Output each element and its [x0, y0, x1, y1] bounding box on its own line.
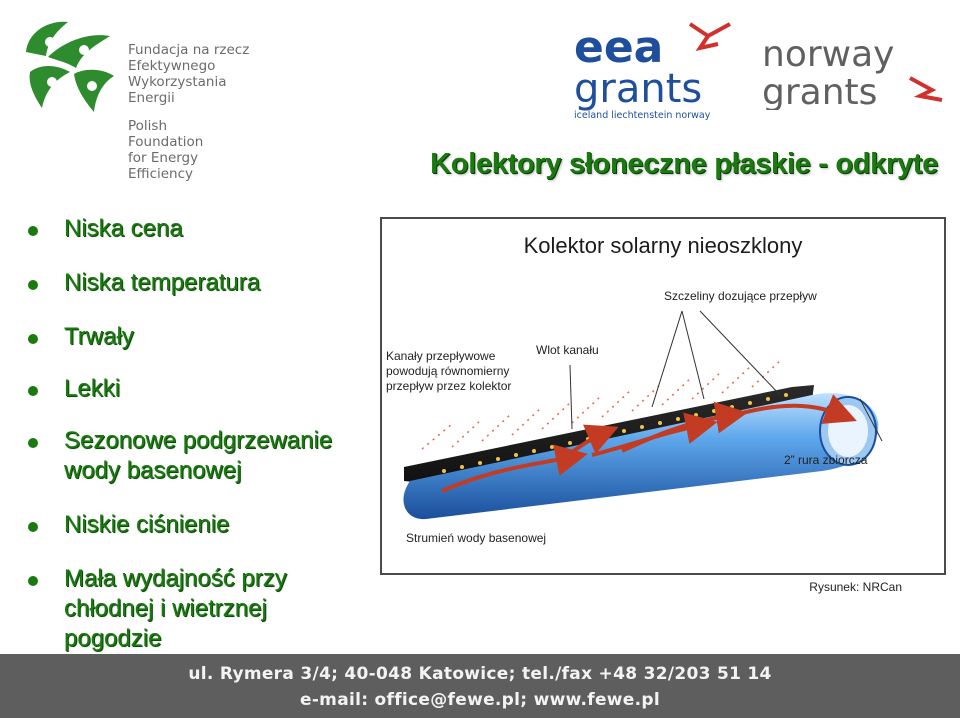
bullet-item: Niska temperatura	[22, 268, 260, 298]
bullet-item: Mała wydajność przy chłodnej i wietrznej pogodzie	[22, 564, 287, 654]
label-stream: Strumień wody basenowej	[406, 531, 547, 545]
org-name	[128, 42, 249, 182]
footer-address: ul. Rymera 3/4; 40-048 Katowice; tel./fax +48 32/203 51 14	[188, 664, 772, 684]
label-pipe: 2” rura zbiorcza	[784, 453, 868, 467]
slide-title: Kolektory słoneczne płaskie - odkryte	[430, 148, 938, 180]
org-name-pl: Fundacja na rzecz Efektywnego Wykorzystania Energii	[128, 42, 250, 106]
bullet-dot-icon	[28, 386, 38, 396]
svg-text:norway: norway	[762, 34, 895, 75]
bullet-dot-icon	[28, 576, 38, 586]
bullet-dot-icon	[28, 334, 38, 344]
svg-text:eea: eea	[574, 22, 664, 73]
bullet-item: Niskie ciśnienie	[22, 510, 229, 540]
collector-figure	[380, 217, 946, 575]
svg-text:grants: grants	[574, 66, 703, 112]
bullet-dot-icon	[28, 522, 38, 532]
fewe-logo	[18, 12, 118, 122]
label-channels: Kanały przepływowe powodują równomierny przepływ przez kolektor	[386, 349, 512, 393]
org-name-en: Polish Foundation for Energy Efficiency	[128, 118, 204, 182]
bullet-item: Sezonowe podgrzewanie wody basenowej	[22, 426, 332, 486]
svg-text:iceland liechtenstein norway: iceland liechtenstein norway	[574, 110, 711, 121]
eea-grants-logo	[570, 14, 745, 124]
bullet-dot-icon	[28, 438, 38, 448]
label-slots: Szczeliny dozujące przepływ	[664, 289, 817, 303]
bullet-item: Trwały	[22, 322, 134, 352]
norway-grants-logo	[760, 30, 950, 110]
bullet-dot-icon	[28, 226, 38, 236]
bullet-item: Lekki	[22, 374, 120, 404]
figure-title: Kolektor solarny nieoszklony	[523, 233, 803, 258]
figure-credit: Rysunek: NRCan	[809, 580, 902, 594]
bullet-dot-icon	[28, 280, 38, 290]
bullet-item: Niska cena	[22, 214, 183, 244]
footer-bar	[0, 654, 960, 718]
svg-text:grants: grants	[762, 72, 878, 110]
label-inlet: Wlot kanału	[536, 343, 599, 357]
collector-diagram	[382, 219, 944, 573]
footer-contact: e-mail: office@fewe.pl; www.fewe.pl	[300, 690, 660, 710]
